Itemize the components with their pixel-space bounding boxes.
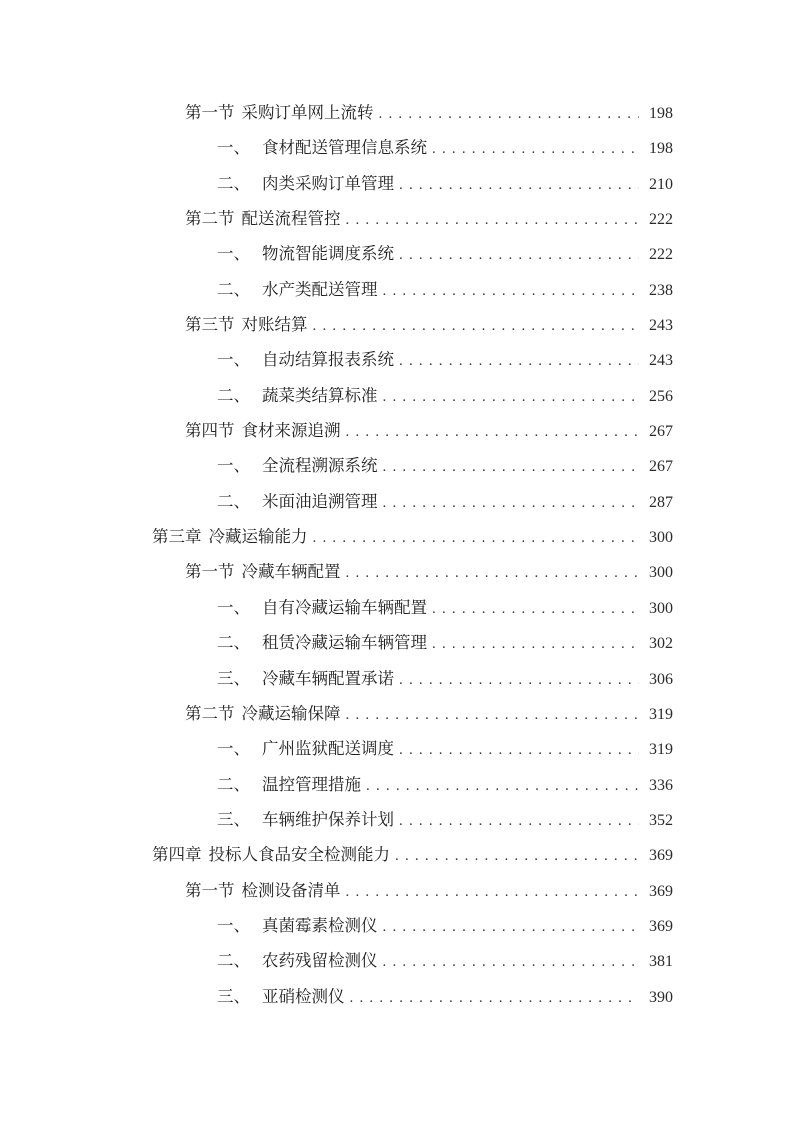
toc-entry[interactable] xyxy=(0,413,793,448)
toc-dot-leader xyxy=(383,450,640,485)
toc-entry-page: 210 xyxy=(649,175,673,193)
toc-entry-page: 336 xyxy=(649,776,673,794)
toc-entry[interactable] xyxy=(0,908,793,943)
toc-dot-leader xyxy=(383,380,640,415)
toc-entry-number: 二、 xyxy=(217,385,250,405)
toc-dot-leader xyxy=(346,875,640,910)
toc-entry[interactable] xyxy=(0,837,793,872)
toc-dot-leader xyxy=(346,556,640,591)
toc-entry-title: 检测设备清单 xyxy=(241,880,341,900)
toc-entry-number: 一、 xyxy=(217,739,250,759)
toc-entry-page: 381 xyxy=(649,953,673,971)
toc-entry-title: 米面油追溯管理 xyxy=(262,491,378,511)
toc-entry-title: 蔬菜类结算标准 xyxy=(262,385,378,405)
toc-entry[interactable] xyxy=(0,979,793,1014)
toc-entry-number: 第一节 xyxy=(185,562,235,582)
toc-entry-page: 300 xyxy=(649,599,673,617)
toc-entry-number: 第三章 xyxy=(152,527,202,547)
toc-entry-number: 一、 xyxy=(217,138,250,158)
toc-dot-leader xyxy=(379,97,640,132)
toc-entry-page: 198 xyxy=(649,105,673,122)
toc-entry-title: 全流程溯源系统 xyxy=(262,456,378,476)
toc-dot-leader xyxy=(399,804,639,839)
toc-entry-page: 300 xyxy=(649,529,673,547)
toc-entry-title: 租赁冷藏运输车辆管理 xyxy=(262,633,427,653)
toc-entry-page: 369 xyxy=(649,917,673,935)
toc-entry-page: 243 xyxy=(649,352,673,370)
toc-entry-page: 302 xyxy=(649,635,673,653)
toc-entry[interactable] xyxy=(0,696,793,731)
toc-entry-number: 二、 xyxy=(217,633,250,653)
toc-entry-title: 农药残留检测仪 xyxy=(262,951,378,971)
toc-entry-number: 三、 xyxy=(217,668,250,688)
toc-entry-title: 冷藏车辆配置 xyxy=(241,562,341,582)
toc-dot-leader xyxy=(383,486,640,521)
toc-entry-page: 243 xyxy=(649,317,673,335)
toc-entry-title: 肉类采购订单管理 xyxy=(262,173,394,193)
toc-entry-page: 198 xyxy=(649,140,673,158)
toc-entry-page: 369 xyxy=(649,847,673,865)
toc-entry[interactable] xyxy=(0,943,793,978)
toc-entry-title: 对账结算 xyxy=(241,315,308,335)
toc-entry-number: 第一节 xyxy=(185,103,235,122)
toc-entry-title: 温控管理措施 xyxy=(262,774,361,794)
toc-entry-page: 369 xyxy=(649,882,673,900)
toc-entry-title: 自有冷藏运输车辆配置 xyxy=(262,597,427,617)
toc-entry-number: 一、 xyxy=(217,597,250,617)
toc-dot-leader xyxy=(346,203,640,238)
toc-entry-page: 287 xyxy=(649,493,673,511)
toc-entry-title: 配送流程管控 xyxy=(241,209,341,229)
toc-entry-number: 二、 xyxy=(217,279,250,299)
toc-dot-leader xyxy=(395,839,639,874)
toc-entry-title: 冷藏运输保障 xyxy=(241,703,341,723)
toc-entry-page: 306 xyxy=(649,670,673,688)
toc-entry-number: 二、 xyxy=(217,951,250,971)
toc-entry-number: 一、 xyxy=(217,915,250,935)
toc-dot-leader xyxy=(346,415,640,450)
toc-dot-leader xyxy=(313,309,640,344)
toc-entry-number: 第二节 xyxy=(185,703,235,723)
toc-entry-number: 二、 xyxy=(217,774,250,794)
toc-entry[interactable] xyxy=(0,802,793,837)
toc-entry[interactable] xyxy=(0,731,793,766)
toc-entry[interactable] xyxy=(0,767,793,802)
toc-entry-page: 300 xyxy=(649,564,673,582)
toc-entry-page: 256 xyxy=(649,387,673,405)
toc-entry[interactable] xyxy=(0,342,793,377)
toc-entry-number: 三、 xyxy=(217,986,250,1006)
toc-entry-number: 第四章 xyxy=(152,845,202,865)
toc-entry-page: 267 xyxy=(649,458,673,476)
toc-entry-title: 采购订单网上流转 xyxy=(241,103,374,122)
toc-entry-title: 亚硝检测仪 xyxy=(262,986,345,1006)
toc-entry-title: 冷藏车辆配置承诺 xyxy=(262,668,394,688)
toc-entry[interactable] xyxy=(0,166,793,201)
toc-entry-page: 222 xyxy=(649,211,673,229)
toc-entry[interactable] xyxy=(0,519,793,554)
toc-dot-leader xyxy=(313,521,640,556)
table-of-contents xyxy=(0,95,793,1014)
toc-entry[interactable] xyxy=(0,307,793,342)
toc-entry-page: 352 xyxy=(649,811,673,829)
toc-dot-leader xyxy=(350,981,640,1016)
toc-entry[interactable] xyxy=(0,484,793,519)
toc-entry-title: 投标人食品安全检测能力 xyxy=(208,845,390,865)
toc-entry-title: 冷藏运输能力 xyxy=(208,527,308,547)
toc-dot-leader xyxy=(399,663,639,698)
toc-entry-title: 真菌霉素检测仪 xyxy=(262,915,378,935)
toc-entry[interactable] xyxy=(0,448,793,483)
toc-entry-title: 自动结算报表系统 xyxy=(262,350,394,370)
toc-entry-number: 二、 xyxy=(217,173,250,193)
toc-dot-leader xyxy=(432,132,639,167)
toc-dot-leader xyxy=(432,627,639,662)
toc-entry-title: 车辆维护保养计划 xyxy=(262,809,394,829)
toc-dot-leader xyxy=(399,344,639,379)
toc-dot-leader xyxy=(383,945,640,980)
toc-entry-page: 390 xyxy=(649,988,673,1006)
toc-dot-leader xyxy=(366,769,639,804)
toc-entry-number: 第一节 xyxy=(185,880,235,900)
toc-entry[interactable] xyxy=(0,378,793,413)
toc-dot-leader xyxy=(346,698,640,733)
toc-entry-number: 一、 xyxy=(217,244,250,264)
toc-entry-number: 一、 xyxy=(217,456,250,476)
toc-entry[interactable] xyxy=(0,236,793,271)
toc-entry-page: 319 xyxy=(649,705,673,723)
toc-entry-page: 238 xyxy=(649,281,673,299)
toc-entry-title: 水产类配送管理 xyxy=(262,279,378,299)
toc-dot-leader xyxy=(432,592,639,627)
toc-entry-page: 319 xyxy=(649,741,673,759)
toc-entry-title: 物流智能调度系统 xyxy=(262,244,394,264)
toc-entry[interactable] xyxy=(0,130,793,165)
toc-entry-number: 三、 xyxy=(217,809,250,829)
toc-entry-number: 第二节 xyxy=(185,209,235,229)
toc-entry-page: 222 xyxy=(649,246,673,264)
toc-entry-title: 食材来源追溯 xyxy=(241,421,341,441)
toc-entry-title: 广州监狱配送调度 xyxy=(262,739,394,759)
toc-entry-number: 二、 xyxy=(217,491,250,511)
toc-entry-title: 食材配送管理信息系统 xyxy=(262,138,427,158)
toc-entry[interactable] xyxy=(0,554,793,589)
toc-dot-leader xyxy=(399,238,639,273)
toc-dot-leader xyxy=(383,274,640,309)
toc-dot-leader xyxy=(399,168,639,203)
toc-entry-number: 一、 xyxy=(217,350,250,370)
toc-entry-number: 第四节 xyxy=(185,421,235,441)
toc-entry[interactable] xyxy=(0,272,793,307)
toc-entry[interactable] xyxy=(0,590,793,625)
toc-entry[interactable] xyxy=(0,201,793,236)
toc-dot-leader xyxy=(399,733,639,768)
toc-entry[interactable] xyxy=(0,95,793,130)
toc-entry[interactable] xyxy=(0,625,793,660)
toc-entry[interactable] xyxy=(0,873,793,908)
toc-entry-page: 267 xyxy=(649,423,673,441)
toc-dot-leader xyxy=(383,910,640,945)
toc-entry[interactable] xyxy=(0,661,793,696)
toc-entry-number: 第三节 xyxy=(185,315,235,335)
